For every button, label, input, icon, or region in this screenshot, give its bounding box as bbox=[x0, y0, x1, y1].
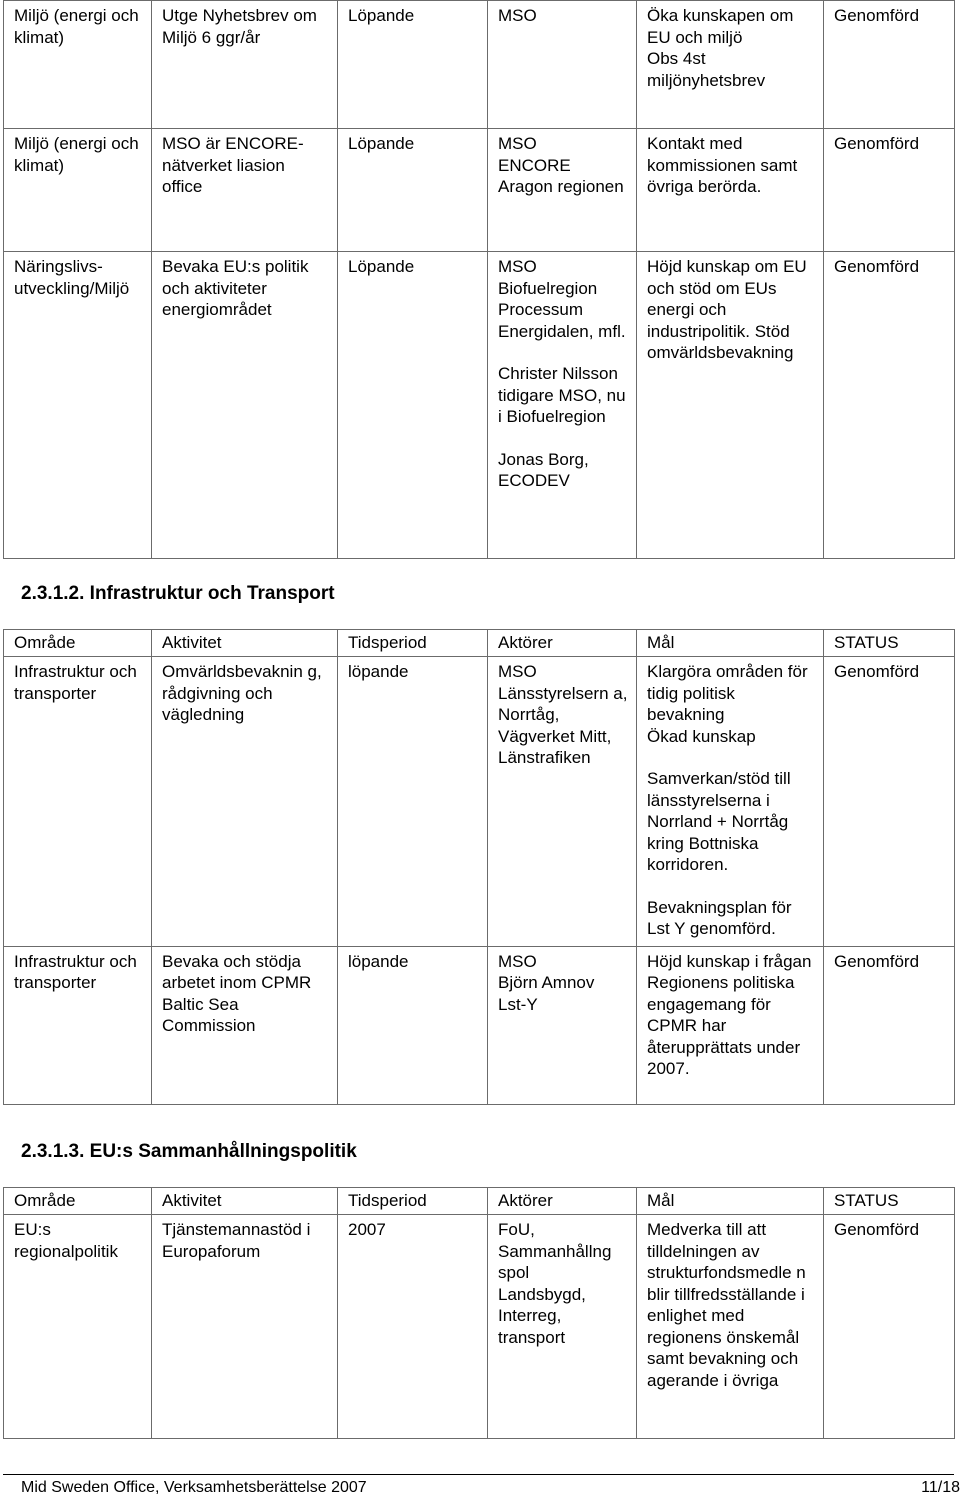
table-row bbox=[4, 252, 955, 559]
cell-text: Löpande bbox=[348, 6, 415, 25]
cell-omrade bbox=[4, 1, 152, 129]
cell-text: Miljö (energi och klimat) bbox=[14, 6, 139, 47]
table-row bbox=[4, 1215, 955, 1439]
cell-text: MSO bbox=[498, 662, 537, 681]
cell-text: löpande bbox=[348, 951, 409, 971]
cell-status bbox=[824, 657, 955, 947]
cell-text: ENCORE bbox=[498, 155, 571, 175]
table-header bbox=[4, 630, 955, 657]
cell-aktorer bbox=[488, 946, 637, 1104]
footer-divider bbox=[3, 1474, 954, 1475]
cell-aktorer bbox=[488, 1, 637, 129]
cell-status bbox=[824, 1215, 955, 1439]
status-text: Genomförd bbox=[834, 1220, 920, 1239]
cell-aktivitet bbox=[152, 657, 338, 947]
cell-mal bbox=[637, 657, 824, 947]
cell-text: Regionens politiska engagemang för CPMR har återupprättats under 2007. bbox=[647, 973, 801, 1078]
table-miljo-continuation bbox=[3, 0, 955, 559]
status-text: Genomförd bbox=[834, 257, 920, 276]
cell-text: Lst-Y bbox=[498, 994, 538, 1014]
cell-mal bbox=[637, 129, 824, 252]
table-body bbox=[4, 657, 955, 1105]
cell-tidsperiod bbox=[338, 129, 488, 252]
cell-text: MSO bbox=[498, 951, 537, 971]
cell-tidsperiod bbox=[338, 1215, 488, 1439]
cell-omrade bbox=[4, 1215, 152, 1439]
cell-mal bbox=[637, 1, 824, 129]
cell-text: Tjänstemannastöd i Europaforum bbox=[162, 1220, 311, 1261]
header-omrade: Område bbox=[4, 630, 152, 657]
table-row bbox=[4, 657, 955, 947]
cell-text: 2007 bbox=[348, 1220, 386, 1239]
header-aktivitet: Aktivitet bbox=[152, 630, 338, 657]
cell-text: Processum bbox=[498, 300, 584, 319]
status-text: Genomförd bbox=[834, 6, 920, 25]
cell-text: Löpande bbox=[348, 257, 415, 276]
cell-omrade bbox=[4, 946, 152, 1104]
footer-document-title: Mid Sweden Office, Verksamhetsberättelse 2007 bbox=[21, 1479, 367, 1496]
cell-aktorer bbox=[488, 1215, 637, 1439]
cell-omrade bbox=[4, 129, 152, 252]
cell-text: löpande bbox=[348, 662, 409, 681]
cell-text: FoU, Sammanhållng spol bbox=[498, 1220, 612, 1282]
header-omrade: Område bbox=[4, 1188, 152, 1215]
cell-omrade bbox=[4, 252, 152, 559]
cell-mal bbox=[637, 946, 824, 1104]
cell-aktivitet bbox=[152, 129, 338, 252]
cell-text: Ökad kunskap bbox=[647, 726, 756, 746]
footer-page-number: 11/18 bbox=[921, 1479, 960, 1496]
status-text: Genomförd bbox=[834, 951, 920, 971]
table-row bbox=[4, 946, 955, 1104]
section-heading-infrastruktur: 2.3.1.2. Infrastruktur och Transport bbox=[21, 583, 335, 604]
header-row bbox=[4, 630, 955, 657]
table-sammanhallning bbox=[3, 1187, 955, 1439]
cell-text: Biofuelregion bbox=[498, 278, 598, 298]
cell-aktorer bbox=[488, 657, 637, 947]
cell-aktorer bbox=[488, 252, 637, 559]
cell-aktivitet bbox=[152, 252, 338, 559]
cell-tidsperiod bbox=[338, 946, 488, 1104]
header-aktorer: Aktörer bbox=[488, 630, 637, 657]
table-row bbox=[4, 1, 955, 129]
header-mal: Mål bbox=[637, 630, 824, 657]
header-aktorer: Aktörer bbox=[488, 1188, 637, 1215]
cell-tidsperiod bbox=[338, 1, 488, 129]
table-infrastruktur bbox=[3, 629, 955, 1105]
cell-text: Samverkan/stöd till länsstyrelserna i Norrland + Norrtåg kring Bottniska korridoren. bbox=[647, 769, 791, 874]
table-row bbox=[4, 129, 955, 252]
cell-aktivitet bbox=[152, 946, 338, 1104]
cell-status bbox=[824, 252, 955, 559]
cell-text: Öka kunskapen om EU och miljö bbox=[647, 6, 794, 47]
cell-text: Infrastruktur och transporter bbox=[14, 951, 137, 992]
cell-status bbox=[824, 1, 955, 129]
header-tidsperiod: Tidsperiod bbox=[338, 630, 488, 657]
header-status: STATUS bbox=[824, 1188, 955, 1215]
table-body bbox=[4, 1215, 955, 1439]
table-header bbox=[4, 1188, 955, 1215]
cell-text: Landsbygd, Interreg, transport bbox=[498, 1284, 586, 1347]
cell-text: MSO bbox=[498, 6, 537, 25]
table-body bbox=[4, 1, 955, 559]
header-status: STATUS bbox=[824, 630, 955, 657]
cell-text: Miljö (energi och klimat) bbox=[14, 134, 139, 175]
cell-text: Aragon regionen bbox=[498, 177, 624, 196]
header-row bbox=[4, 1188, 955, 1215]
cell-text: Näringslivs-utveckling/Miljö bbox=[14, 257, 130, 298]
cell-status bbox=[824, 946, 955, 1104]
cell-tidsperiod bbox=[338, 657, 488, 947]
cell-text: MSO bbox=[498, 257, 537, 276]
cell-text: Björn Amnov bbox=[498, 973, 595, 992]
cell-text: Löpande bbox=[348, 134, 415, 153]
cell-text: Bevaka och stödja arbetet inom CPMR Baltic Sea Commission bbox=[162, 951, 312, 1035]
status-text: Genomförd bbox=[834, 662, 920, 681]
cell-aktorer bbox=[488, 129, 637, 252]
cell-text: Höjd kunskap om EU och stöd om EUs energi och industripolitik. Stöd omvärldsbevakning bbox=[647, 257, 807, 362]
cell-text: Medverka till att tilldelningen av strukturfondsmedle n blir tillfredsställande i enlighet med regionens önskemål samt bevakning och agerande i övriga bbox=[647, 1220, 806, 1390]
cell-omrade bbox=[4, 657, 152, 947]
header-aktivitet: Aktivitet bbox=[152, 1188, 338, 1215]
cell-text: Utge Nyhetsbrev om Miljö 6 ggr/år bbox=[162, 6, 317, 47]
cell-text: EU:s regionalpolitik bbox=[14, 1220, 118, 1261]
cell-text: Infrastruktur och transporter bbox=[14, 662, 137, 703]
header-mal: Mål bbox=[637, 1188, 824, 1215]
section-heading-sammanhallning: 2.3.1.3. EU:s Sammanhållningspolitik bbox=[21, 1141, 357, 1162]
cell-text: Kontakt med kommissionen samt övriga berörda. bbox=[647, 134, 798, 196]
cell-text: Energidalen, mfl. bbox=[498, 321, 626, 341]
status-text: Genomförd bbox=[834, 134, 920, 153]
cell-text: Obs 4st miljönyhetsbrev bbox=[647, 49, 766, 90]
cell-text: Höjd kunskap i frågan bbox=[647, 951, 812, 971]
cell-text: Bevakningsplan för Lst Y genomförd. bbox=[647, 897, 792, 938]
cell-text: MSO bbox=[498, 134, 537, 153]
cell-mal bbox=[637, 252, 824, 559]
cell-status bbox=[824, 129, 955, 252]
cell-text: MSO är ENCORE-nätverket liasion office bbox=[162, 134, 304, 196]
cell-tidsperiod bbox=[338, 252, 488, 559]
cell-text: Omvärldsbevaknin g, rådgivning och vägledning bbox=[162, 662, 322, 724]
cell-text: Jonas Borg, ECODEV bbox=[498, 449, 589, 490]
header-tidsperiod: Tidsperiod bbox=[338, 1188, 488, 1215]
cell-text: Christer Nilsson tidigare MSO, nu i Biofuelregion bbox=[498, 364, 626, 426]
cell-text: Länsstyrelsern a, Norrtåg, Vägverket Mitt, Länstrafiken bbox=[498, 683, 628, 767]
cell-mal bbox=[637, 1215, 824, 1439]
cell-aktivitet bbox=[152, 1215, 338, 1439]
cell-text: Bevaka EU:s politik och aktiviteter energiområdet bbox=[162, 257, 309, 319]
cell-aktivitet bbox=[152, 1, 338, 129]
cell-text: Klargöra områden för tidig politisk bevakning bbox=[647, 662, 808, 724]
